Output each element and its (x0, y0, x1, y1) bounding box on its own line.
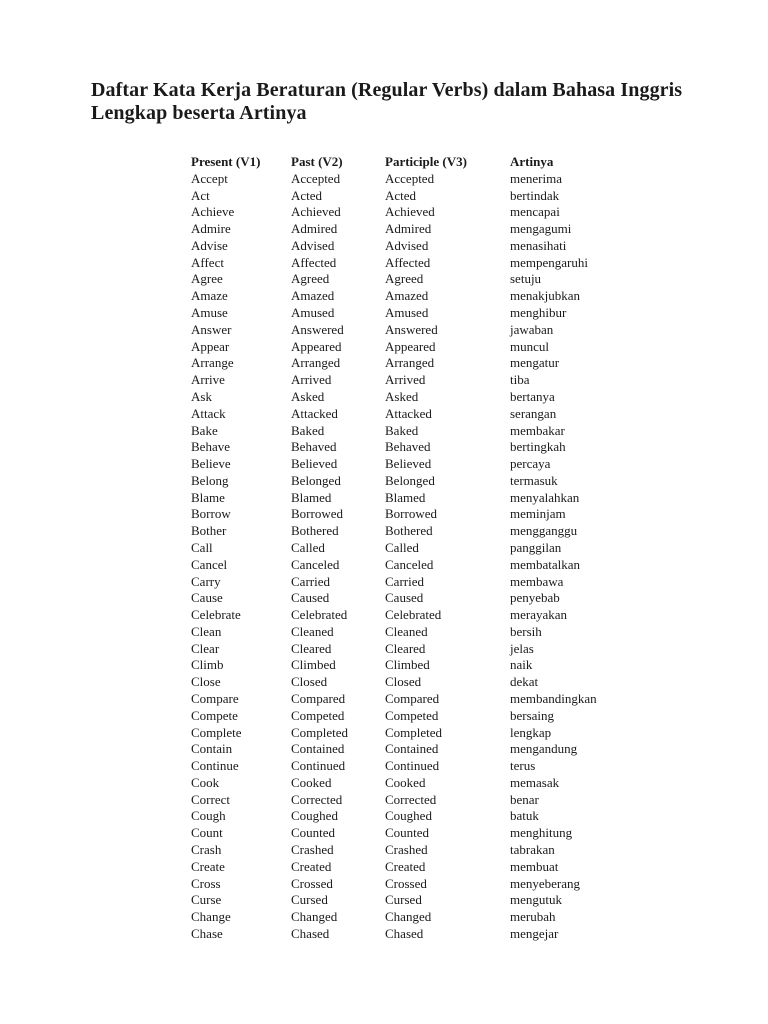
cell-meaning: naik (510, 657, 533, 673)
cell-participle: Behaved (385, 439, 431, 455)
cell-present: Amuse (191, 305, 228, 321)
table-body (191, 171, 620, 943)
cell-participle: Completed (385, 724, 443, 740)
cell-participle: Caused (385, 590, 424, 606)
cell-past: Crashed (291, 842, 334, 858)
cell-present: Belong (191, 472, 229, 488)
table-row (191, 825, 620, 842)
cell-participle: Achieved (385, 204, 435, 220)
table-row (191, 171, 620, 188)
cell-present: Celebrate (191, 607, 241, 623)
cell-meaning: membawa (510, 573, 564, 589)
cell-past: Affected (291, 254, 337, 270)
cell-meaning: mempengaruhi (510, 254, 588, 270)
header-meaning: Artinya (510, 154, 554, 169)
cell-meaning: termasuk (510, 472, 558, 488)
cell-past: Corrected (291, 791, 343, 807)
cell-past: Climbed (291, 657, 336, 673)
cell-past: Baked (291, 422, 325, 438)
table-row (191, 406, 620, 423)
cell-meaning: jawaban (510, 321, 554, 337)
table-row (191, 708, 620, 725)
table-row (191, 876, 620, 893)
verb-table (191, 154, 620, 943)
cell-participle: Attacked (385, 405, 432, 421)
table-row (191, 355, 620, 372)
cell-past: Continued (291, 758, 346, 774)
cell-present: Compete (191, 707, 238, 723)
table-row (191, 607, 620, 624)
cell-past: Bothered (291, 523, 339, 539)
cell-meaning: muncul (510, 338, 549, 354)
table-row (191, 892, 620, 909)
table-row (191, 741, 620, 758)
cell-present: Appear (191, 338, 230, 354)
cell-meaning: bertindak (510, 187, 560, 203)
cell-participle: Advised (385, 237, 429, 253)
table-row (191, 641, 620, 658)
cell-participle: Arrived (385, 372, 426, 388)
cell-present: Arrive (191, 372, 225, 388)
cell-present: Arrange (191, 355, 234, 371)
cell-meaning: serangan (510, 405, 557, 421)
cell-past: Compared (291, 691, 346, 706)
cell-present: Contain (191, 741, 233, 757)
table-row (191, 758, 620, 775)
cell-meaning: menakjubkan (510, 288, 581, 304)
cell-past: Arrived (291, 372, 332, 388)
table-row (191, 657, 620, 674)
table-row (191, 859, 620, 876)
cell-meaning: mengagumi (510, 221, 572, 237)
cell-present: Cause (191, 590, 223, 606)
cell-meaning: jelas (510, 640, 534, 656)
cell-meaning: setuju (510, 271, 542, 287)
cell-participle: Coughed (385, 808, 432, 824)
cell-past: Coughed (291, 808, 338, 824)
cell-past: Achieved (291, 204, 341, 220)
cell-participle: Competed (385, 707, 439, 723)
table-row (191, 339, 620, 356)
cell-past: Acted (291, 187, 323, 203)
cell-past: Cleaned (291, 623, 334, 639)
cell-meaning: mengganggu (510, 523, 578, 539)
cell-meaning: mengejar (510, 925, 559, 941)
table-row (191, 221, 620, 238)
cell-participle: Changed (385, 909, 432, 925)
cell-meaning: memasak (510, 774, 560, 790)
table-row (191, 271, 620, 288)
cell-present: Cancel (191, 556, 228, 572)
cell-meaning: menyalahkan (510, 489, 580, 505)
table-row (191, 389, 620, 406)
table-row (191, 506, 620, 523)
cell-participle: Canceled (385, 556, 434, 572)
cell-participle: Closed (385, 674, 422, 690)
cell-meaning: panggilan (510, 539, 562, 555)
cell-present: Achieve (191, 204, 235, 220)
cell-present: Continue (191, 758, 239, 774)
cell-meaning: menyeberang (510, 875, 581, 891)
cell-meaning: mencapai (510, 204, 560, 220)
cell-participle: Affected (385, 254, 431, 270)
cell-participle: Cooked (385, 774, 426, 790)
cell-participle: Cleaned (385, 623, 428, 639)
cell-present: Answer (191, 321, 232, 337)
cell-participle: Baked (385, 422, 419, 438)
cell-participle: Cursed (385, 892, 422, 908)
cell-meaning: bertanya (510, 388, 555, 404)
cell-meaning: mengandung (510, 741, 578, 757)
cell-meaning: penyebab (510, 590, 560, 606)
cell-past: Counted (291, 825, 336, 841)
cell-present: Compare (191, 691, 239, 706)
cell-participle: Belonged (385, 472, 435, 488)
cell-participle: Chased (385, 925, 424, 941)
cell-participle: Asked (385, 388, 419, 404)
cell-past: Cleared (291, 640, 332, 656)
cell-participle: Called (385, 539, 419, 555)
cell-present: Accept (191, 170, 228, 186)
cell-present: Affect (191, 254, 224, 270)
cell-past: Cooked (291, 774, 332, 790)
table-row (191, 523, 620, 540)
cell-past: Cursed (291, 892, 328, 908)
cell-participle: Blamed (385, 489, 426, 505)
cell-past: Behaved (291, 439, 337, 455)
cell-meaning: membuat (510, 858, 559, 874)
cell-present: Attack (191, 405, 226, 421)
table-row (191, 456, 620, 473)
table-row (191, 926, 620, 943)
cell-meaning: meminjam (510, 506, 566, 522)
cell-present: Cook (191, 774, 220, 790)
cell-meaning: membakar (510, 422, 565, 438)
cell-participle: Celebrated (385, 607, 442, 623)
cell-meaning: bersaing (510, 707, 555, 723)
cell-present: Climb (191, 657, 224, 673)
table-row (191, 691, 620, 708)
table-row (191, 255, 620, 272)
cell-past: Attacked (291, 405, 338, 421)
table-header (191, 154, 620, 171)
table-row (191, 288, 620, 305)
table-row (191, 322, 620, 339)
cell-past: Advised (291, 237, 335, 253)
cell-past: Closed (291, 674, 328, 690)
cell-past: Crossed (291, 875, 333, 891)
cell-participle: Answered (385, 321, 438, 337)
cell-participle: Contained (385, 741, 439, 757)
cell-past: Blamed (291, 489, 332, 505)
cell-present: Cough (191, 808, 226, 824)
cell-present: Call (191, 539, 213, 555)
cell-present: Carry (191, 573, 221, 589)
cell-past: Admired (291, 221, 338, 237)
cell-present: Cross (191, 875, 221, 891)
header-participle: Participle (V3) (385, 154, 467, 169)
cell-present: Close (191, 674, 221, 690)
cell-present: Curse (191, 892, 222, 908)
cell-present: Agree (191, 271, 223, 287)
cell-present: Crash (191, 842, 222, 858)
table-row (191, 792, 620, 809)
cell-present: Bother (191, 523, 227, 539)
cell-meaning: mengutuk (510, 892, 562, 908)
header-present: Present (V1) (191, 154, 261, 169)
table-row (191, 540, 620, 557)
cell-meaning: mengatur (510, 355, 560, 371)
cell-participle: Borrowed (385, 506, 437, 522)
cell-meaning: membandingkan (510, 691, 597, 706)
table-row (191, 188, 620, 205)
cell-meaning: menerima (510, 170, 562, 186)
cell-past: Celebrated (291, 607, 348, 623)
cell-past: Answered (291, 321, 344, 337)
cell-present: Create (191, 858, 225, 874)
page-title: Daftar Kata Kerja Beraturan (Regular Verbs) dalam Bahasa Inggris Lengkap beserta Artinya (91, 79, 683, 124)
cell-participle: Crossed (385, 875, 427, 891)
cell-meaning: terus (510, 758, 536, 774)
cell-past: Amused (291, 305, 335, 321)
table-row (191, 490, 620, 507)
cell-participle: Corrected (385, 791, 437, 807)
table-row (191, 725, 620, 742)
cell-past: Competed (291, 707, 345, 723)
cell-present: Blame (191, 489, 225, 505)
cell-participle: Believed (385, 456, 432, 472)
cell-participle: Amused (385, 305, 429, 321)
cell-present: Advise (191, 237, 228, 253)
cell-participle: Admired (385, 221, 432, 237)
cell-present: Believe (191, 456, 231, 472)
cell-past: Borrowed (291, 506, 343, 522)
cell-present: Correct (191, 791, 230, 807)
cell-present: Amaze (191, 288, 228, 304)
cell-past: Called (291, 539, 325, 555)
table-row (191, 204, 620, 221)
table-row (191, 423, 620, 440)
cell-participle: Crashed (385, 842, 428, 858)
cell-present: Complete (191, 724, 242, 740)
header-row (191, 154, 620, 171)
cell-present: Count (191, 825, 223, 841)
table-row (191, 473, 620, 490)
cell-participle: Appeared (385, 338, 436, 354)
table-row (191, 590, 620, 607)
cell-participle: Agreed (385, 271, 424, 287)
cell-present: Bake (191, 422, 218, 438)
cell-past: Appeared (291, 338, 342, 354)
cell-meaning: tiba (510, 372, 530, 388)
cell-meaning: bersih (510, 623, 542, 639)
table-row (191, 305, 620, 322)
header-past: Past (V2) (291, 154, 343, 169)
cell-participle: Acted (385, 187, 417, 203)
cell-past: Canceled (291, 556, 340, 572)
cell-meaning: lengkap (510, 724, 552, 740)
table-row (191, 557, 620, 574)
cell-past: Completed (291, 724, 349, 740)
cell-present: Clear (191, 640, 220, 656)
table-row (191, 775, 620, 792)
table-row (191, 238, 620, 255)
cell-past: Asked (291, 388, 325, 404)
cell-meaning: batuk (510, 808, 539, 824)
cell-meaning: percaya (510, 456, 551, 472)
cell-past: Caused (291, 590, 330, 606)
cell-present: Ask (191, 388, 212, 404)
cell-past: Believed (291, 456, 338, 472)
table-row (191, 674, 620, 691)
cell-present: Chase (191, 925, 223, 941)
cell-participle: Amazed (385, 288, 429, 304)
cell-present: Clean (191, 623, 222, 639)
cell-past: Accepted (291, 170, 341, 186)
cell-participle: Continued (385, 758, 440, 774)
cell-meaning: bertingkah (510, 439, 566, 455)
cell-past: Chased (291, 925, 330, 941)
cell-present: Borrow (191, 506, 231, 522)
cell-past: Amazed (291, 288, 335, 304)
cell-meaning: menghitung (510, 825, 573, 841)
cell-meaning: benar (510, 791, 539, 807)
cell-past: Belonged (291, 472, 341, 488)
cell-present: Act (191, 187, 210, 203)
table-row (191, 842, 620, 859)
cell-meaning: tabrakan (510, 842, 555, 858)
table-row (191, 808, 620, 825)
cell-meaning: merayakan (510, 607, 568, 623)
cell-meaning: membatalkan (510, 556, 581, 572)
cell-meaning: menasihati (510, 237, 567, 253)
cell-past: Created (291, 858, 332, 874)
cell-participle: Counted (385, 825, 430, 841)
cell-participle: Arranged (385, 355, 435, 371)
cell-meaning: menghibur (510, 305, 567, 321)
cell-participle: Cleared (385, 640, 426, 656)
cell-past: Contained (291, 741, 345, 757)
cell-past: Changed (291, 909, 338, 925)
cell-present: Behave (191, 439, 230, 455)
cell-participle: Climbed (385, 657, 430, 673)
cell-participle: Compared (385, 691, 440, 706)
cell-participle: Bothered (385, 523, 433, 539)
cell-past: Agreed (291, 271, 330, 287)
cell-meaning: merubah (510, 909, 556, 925)
cell-participle: Accepted (385, 170, 435, 186)
cell-meaning: dekat (510, 674, 539, 690)
cell-participle: Carried (385, 573, 424, 589)
table-row (191, 909, 620, 926)
cell-present: Admire (191, 221, 231, 237)
cell-participle: Created (385, 858, 426, 874)
table-row (191, 574, 620, 591)
table-row (191, 372, 620, 389)
table-row (191, 624, 620, 641)
cell-present: Change (191, 909, 231, 925)
table-row (191, 439, 620, 456)
cell-past: Arranged (291, 355, 341, 371)
cell-past: Carried (291, 573, 330, 589)
